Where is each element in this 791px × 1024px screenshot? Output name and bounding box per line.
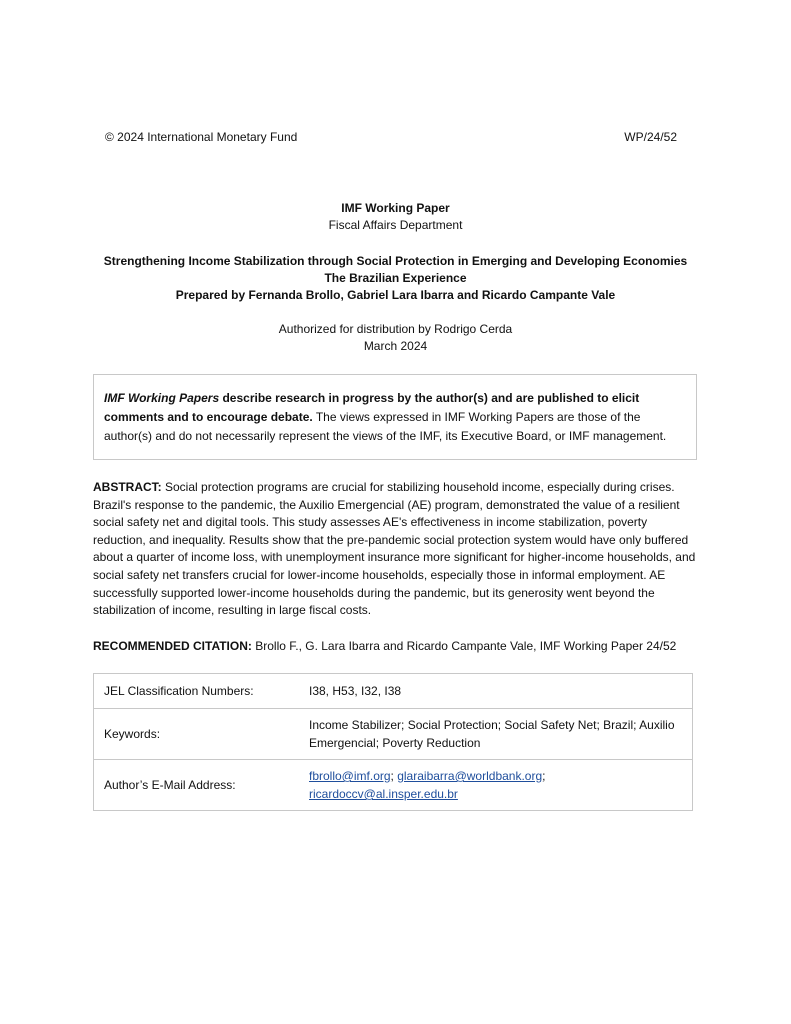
jel-label: JEL Classification Numbers: [94, 674, 300, 709]
recommended-citation [93, 638, 713, 655]
email-values [299, 760, 693, 811]
abstract [93, 479, 701, 620]
metadata-table [93, 673, 693, 811]
authorization-section [0, 321, 791, 355]
email-separator: ; [390, 769, 398, 783]
citation-text: Brollo F., G. Lara Ibarra and Ricardo Campante Vale, IMF Working Paper 24/52 [251, 639, 677, 653]
keywords-value: Income Stabilizer; Social Protection; Social Safety Net; Brazil; Auxilio Emergencial; Poverty Reduction [299, 709, 693, 760]
paper-number: WP/24/52 [624, 130, 677, 144]
email-link-laraibarra[interactable]: glaraibarra@worldbank.org [397, 769, 543, 783]
table-row [94, 760, 693, 811]
disclaimer-lead-bold: describe research in progress by the author(s) and are published to elicit comments and to encourage debate. [104, 391, 640, 424]
abstract-label: ABSTRACT: [93, 480, 162, 494]
email-link-campantevale[interactable]: ricardoccv@al.insper.edu.br [309, 787, 458, 801]
paper-title: Strengthening Income Stabilization through Social Protection in Emerging and Developing Economies [103, 254, 688, 268]
copyright-notice: © 2024 International Monetary Fund [105, 130, 298, 144]
disclaimer-lead-italic: IMF Working Papers [104, 391, 220, 405]
email-label: Author’s E-Mail Address: [94, 760, 300, 811]
authors: Prepared by Fernanda Brollo, Gabriel Lara Ibarra and Ricardo Campante Vale [175, 288, 616, 302]
series-name: IMF Working Paper [341, 201, 450, 215]
title-section [0, 253, 791, 304]
table-row [94, 709, 693, 760]
disclaimer-box [93, 374, 697, 460]
email-separator: ; [542, 769, 546, 783]
authorized-by: Authorized for distribution by Rodrigo Cerda [278, 322, 513, 336]
jel-value: I38, H53, I32, I38 [299, 674, 693, 709]
paper-subtitle: The Brazilian Experience [324, 271, 467, 285]
email-link-brollo[interactable]: fbrollo@imf.org [309, 769, 391, 783]
abstract-text: Social protection programs are crucial for stabilizing household income, especially during crises. Brazil's response to the pandemic, the Auxilio Emergencial (AE) program, demonstrated the value of a resilient social safety net and digital tools. This study assesses AE's effectiveness in income stabilization, poverty reduction, and inequality. Results show that the pre-pandemic social protection system would have only buffered about a quarter of income loss, with unemployment insurance more significant for higher-income households, and social safety net transfers crucial for lower-income households, especially those in informal employment. AE successfully supported lower-income households during the pandemic, but its generosity went beyond the stabilization of income, resulting in large fiscal costs. [93, 480, 696, 618]
citation-label: RECOMMENDED CITATION: [93, 639, 252, 653]
keywords-label: Keywords: [94, 709, 300, 760]
disclaimer-text: The views expressed in IMF Working Papers are those of the author(s) and do not necessarily represent the views of the IMF, its Executive Board, or IMF management. [104, 410, 667, 443]
title-block [0, 200, 791, 234]
department: Fiscal Affairs Department [328, 218, 463, 232]
publication-date: March 2024 [363, 339, 428, 353]
table-row [94, 674, 693, 709]
